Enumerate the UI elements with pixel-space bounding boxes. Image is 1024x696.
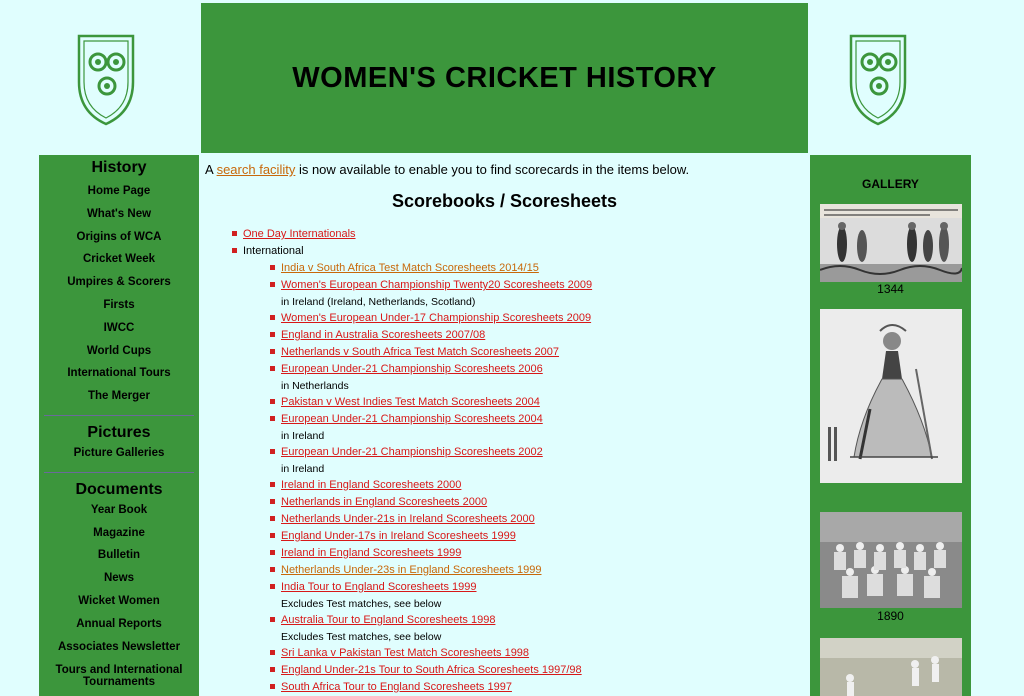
scoresheet-link[interactable]: England Under-17s in Ireland Scoresheets 1999 [281,530,516,542]
scoresheet-note: in Netherlands [281,380,349,392]
scoresheet-note: in Ireland [281,463,325,475]
gallery-image-match-action[interactable] [820,638,962,696]
international-label: International [243,245,304,257]
gallery-title: GALLERY [862,177,919,191]
gallery-image-victorian-cricketer[interactable] [820,309,962,483]
list-item [270,277,808,310]
list-item [270,612,808,645]
scoresheet-link[interactable]: England Under-21s Tour to South Africa Scoresheets 1997/98 [281,664,582,676]
list-item [270,545,808,562]
scoresheet-list [201,226,808,696]
sidebar-item-associates-newsletter[interactable]: Associates Newsletter [57,640,181,653]
sidebar-item-annual-reports[interactable]: Annual Reports [76,617,162,630]
sidebar-item-magazine[interactable]: Magazine [93,526,145,539]
sidebar-item-home-page[interactable]: Home Page [87,185,151,197]
scoresheet-link[interactable]: European Under-21 Championship Scoresheets 2006 [281,363,543,375]
list-item [270,310,808,327]
scoresheet-link[interactable]: Netherlands Under-23s in England Scoresheets 1999 [281,564,542,576]
sidebar-item-year-book[interactable]: Year Book [90,503,148,516]
list-item [270,344,808,361]
search-facility-link[interactable]: search facility [216,162,296,177]
scoresheet-link[interactable]: European Under-21 Championship Scoresheets 2004 [281,413,543,425]
sidebar-item-wicket-women[interactable]: Wicket Women [78,594,160,607]
scoresheet-link[interactable]: Ireland in England Scoresheets 2000 [281,479,462,491]
sidebar-nav [39,155,199,696]
list-item [270,679,808,696]
list-item [270,579,808,612]
scoresheet-note: in Ireland (Ireland, Netherlands, Scotland) [281,296,476,308]
scoresheet-link[interactable]: South Africa Tour to England Scoresheets 1997 [281,681,512,693]
list-item [270,361,808,394]
page-heading: Scorebooks / Scoresheets [391,191,618,211]
sidebar-item-firsts[interactable]: Firsts [103,298,135,311]
sidebar-item-bulletin[interactable]: Bulletin [97,549,141,562]
gallery-image-medieval[interactable] [820,204,962,282]
intro-text: A search facility is now available to enable you to find scorecards in the items below. [205,162,690,177]
international-list [243,260,808,696]
sidebar-section-history: History [91,159,147,176]
list-item [270,260,808,277]
sidebar-section-documents: Documents [75,480,163,498]
list-item [232,243,808,696]
sidebar-item-origins-of-wca[interactable]: Origins of WCA [76,230,162,243]
list-item [270,562,808,579]
gallery-panel [810,155,971,696]
scoresheet-note: Excludes Test matches, see below [281,598,442,610]
list-item [270,645,808,662]
scoresheet-link[interactable]: European Under-21 Championship Scoresheets 2002 [281,446,543,458]
sidebar-item-cricket-week[interactable]: Cricket Week [82,253,156,266]
list-item [270,494,808,511]
scoresheet-link[interactable]: Netherlands Under-21s in Ireland Scoresheets 2000 [281,513,535,525]
scoresheet-note: Excludes Test matches, see below [281,631,442,643]
scoresheet-link[interactable]: Women's European Under-17 Championship Scoresheets 2009 [281,312,592,324]
gallery-image-team-photo[interactable] [820,512,962,608]
scoresheet-link[interactable]: Netherlands in England Scoresheets 2000 [281,496,488,508]
scoresheet-link[interactable]: Netherlands v South Africa Test Match Scoresheets 2007 [281,346,560,358]
sidebar-item-the-merger[interactable]: The Merger [88,390,150,403]
club-crest-icon [76,32,136,128]
list-item [270,477,808,494]
list-item [270,511,808,528]
list-item [232,226,808,243]
list-item [270,411,808,444]
sidebar-item-iwcc[interactable]: IWCC [103,321,135,334]
scoresheet-link[interactable]: England in Australia Scoresheets 2007/08 [281,329,486,341]
gallery-caption: 1890 [877,609,904,623]
sidebar-item-international-tours[interactable]: International Tours [67,367,171,380]
main-content [201,155,808,696]
sidebar-item-whats-new[interactable]: What's New [86,207,152,220]
sidebar-divider [44,472,194,473]
list-item [270,444,808,477]
list-item [270,327,808,344]
list-item [270,394,808,411]
sidebar-item-tours-tournaments[interactable]: Tours and International Tournaments [55,664,183,689]
sidebar-item-picture-galleries[interactable]: Picture Galleries [73,446,165,459]
list-item [270,662,808,679]
sidebar-item-umpires-scorers[interactable]: Umpires & Scorers [67,276,171,289]
scoresheet-link[interactable]: Pakistan v West Indies Test Match Scoresheets 2004 [281,396,540,408]
scoresheet-link[interactable]: India Tour to England Scoresheets 1999 [281,581,477,593]
list-item [270,528,808,545]
sidebar-divider [44,415,194,416]
gallery-caption: 1344 [877,282,904,296]
sidebar-item-news[interactable]: News [103,572,135,585]
scoresheet-link[interactable]: Sri Lanka v Pakistan Test Match Scoresheets 1998 [281,647,530,659]
scoresheet-note: in Ireland [281,430,325,442]
scoresheet-link[interactable]: Ireland in England Scoresheets 1999 [281,547,462,559]
site-title: WOMEN'S CRICKET HISTORY [292,61,717,94]
club-crest-icon [848,32,908,128]
scoresheet-link[interactable]: Australia Tour to England Scoresheets 1998 [281,614,496,626]
sidebar-section-pictures: Pictures [87,423,151,441]
scoresheet-link[interactable]: Women's European Championship Twenty20 Scoresheets 2009 [281,279,593,291]
sidebar-item-world-cups[interactable]: World Cups [86,344,152,357]
scoresheet-link[interactable]: India v South Africa Test Match Scoresheets 2014/15 [281,262,539,274]
odi-link[interactable]: One Day Internationals [243,228,356,240]
header-banner [201,3,808,153]
